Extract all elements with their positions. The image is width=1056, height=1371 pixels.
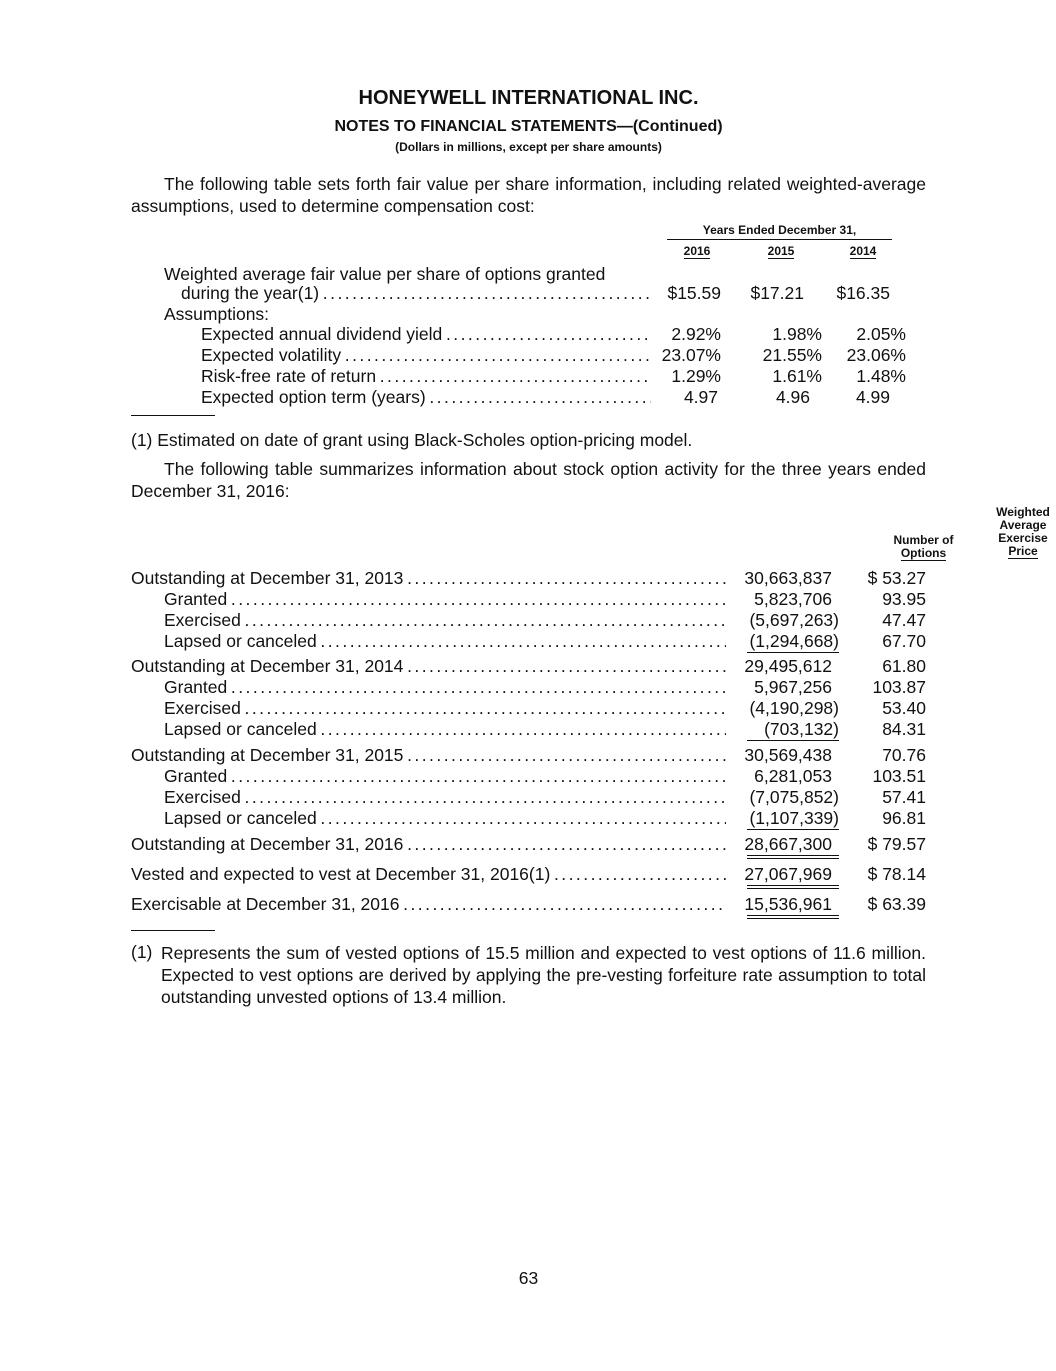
activity-row-label: Lapsed or canceled . . . xyxy=(164,719,726,740)
page-number: 63 xyxy=(518,1268,539,1288)
activity-row xyxy=(131,610,926,631)
activity-row xyxy=(131,766,926,787)
activity-row xyxy=(131,631,926,652)
activity-row-label: Granted . . . xyxy=(164,766,726,787)
total-underline xyxy=(747,740,839,741)
total-underline xyxy=(747,888,839,889)
activity-row-price: 103.51 xyxy=(872,766,926,786)
activity-row-label: Outstanding at December 31, 2015 . . . xyxy=(131,745,726,766)
total-underline xyxy=(747,915,839,916)
activity-row-label: Lapsed or canceled . . . xyxy=(164,808,726,829)
activity-row xyxy=(131,677,926,698)
activity-row-options: 28,667,300 xyxy=(744,834,832,854)
activity-row xyxy=(131,656,926,677)
activity-row xyxy=(131,864,926,885)
activity-row xyxy=(131,698,926,719)
activity-row-options: 30,663,837 xyxy=(744,568,832,588)
activity-row-options: (1,107,339) xyxy=(749,808,839,828)
activity-row-options: (5,697,263) xyxy=(749,610,839,630)
assumptions-label: Assumptions: xyxy=(164,304,270,324)
total-underline xyxy=(747,918,839,919)
activity-row-options: 6,281,053 xyxy=(754,766,832,786)
fair-value-2015: $17.21 xyxy=(750,283,804,303)
assumption-row: Expected volatility . . . 23.07% 21.55% 23.06% xyxy=(131,345,926,366)
activity-row xyxy=(131,894,926,915)
activity-row-price: 47.47 xyxy=(882,610,926,630)
activity-row xyxy=(131,568,926,589)
activity-row xyxy=(131,589,926,610)
activity-row-label: Outstanding at December 31, 2016 . . . xyxy=(131,834,726,855)
activity-row-price: 70.76 xyxy=(882,745,926,765)
activity-row-price: 103.87 xyxy=(872,677,926,697)
activity-row-price: 93.95 xyxy=(882,589,926,609)
year-header-2016: 2016 xyxy=(683,244,711,258)
fair-value-row-label: Weighted average fair value per share of options granted xyxy=(164,264,606,284)
activity-row xyxy=(131,808,926,829)
assumption-row: Risk-free rate of return . . . 1.29% 1.61% 1.48% xyxy=(131,366,926,387)
activity-row-price: $ 79.57 xyxy=(867,834,926,854)
activity-row-options: 30,569,438 xyxy=(744,745,832,765)
activity-row-price: $ 78.14 xyxy=(867,864,926,884)
activity-row-options: 5,967,256 xyxy=(754,677,832,697)
intro-paragraph-2: The following table summarizes information about stock option activity for the three years ended December 31, 2016: xyxy=(131,459,926,501)
activity-row-price: 61.80 xyxy=(882,656,926,676)
years-group-header: Years Ended December 31, xyxy=(702,223,857,237)
price-column-header: Weighted Average Exercise Price xyxy=(996,505,1050,558)
total-underline xyxy=(747,855,839,856)
options-column-header: Number of Options xyxy=(893,533,954,560)
activity-row-options: (1,294,668) xyxy=(749,631,839,651)
year-header-2014: 2014 xyxy=(849,244,877,258)
activity-row-label: Outstanding at December 31, 2013 . . . xyxy=(131,568,726,589)
intro-paragraph-1: The following table sets forth fair value per share information, including related weighted-average assumptions, used to determine compensation cost: xyxy=(131,174,926,216)
footnote-2-marker: (1) xyxy=(131,942,153,962)
footnote-rule xyxy=(131,415,215,416)
units-subtitle: (Dollars in millions, except per share amounts) xyxy=(395,140,662,154)
fair-value-2016: $15.59 xyxy=(667,283,721,303)
activity-row-options: 15,536,961 xyxy=(744,894,832,914)
activity-row-label: Vested and expected to vest at December 31, 2016(1) . . . xyxy=(131,864,726,885)
footnote-rule-2 xyxy=(131,930,215,931)
year-header-2015: 2015 xyxy=(767,244,795,258)
activity-row-label: Granted . . . xyxy=(164,677,726,698)
assumption-row: Expected annual dividend yield . . . 2.92% 1.98% 2.05% xyxy=(131,324,926,345)
activity-row-label: Exercisable at December 31, 2016 . . . xyxy=(131,894,726,915)
fair-value-row-label-cont: during the year(1) . . . xyxy=(181,283,651,304)
section-title: NOTES TO FINANCIAL STATEMENTS—(Continued) xyxy=(334,118,723,135)
activity-row-price: $ 53.27 xyxy=(867,568,926,588)
activity-row xyxy=(131,719,926,740)
fair-value-2014: $16.35 xyxy=(836,283,890,303)
activity-row-price: 53.40 xyxy=(882,698,926,718)
group-header-rule xyxy=(667,239,892,240)
fair-value-row xyxy=(131,283,926,304)
activity-row-options: 29,495,612 xyxy=(744,656,832,676)
activity-row-options: (4,190,298) xyxy=(749,698,839,718)
activity-row-label: Lapsed or canceled . . . xyxy=(164,631,726,652)
total-underline xyxy=(747,858,839,859)
activity-row-options: (7,075,852) xyxy=(749,787,839,807)
activity-row-label: Exercised . . . xyxy=(164,698,726,719)
activity-row-price: 84.31 xyxy=(882,719,926,739)
activity-row-price: 57.41 xyxy=(882,787,926,807)
footnote-1: (1) Estimated on date of grant using Black-Scholes option-pricing model. xyxy=(131,430,693,450)
activity-row-price: 67.70 xyxy=(882,631,926,651)
activity-row-options: 5,823,706 xyxy=(754,589,832,609)
assumption-row: Expected option term (years) . . . 4.97 4.96 4.99 xyxy=(131,387,926,408)
activity-row-price: $ 63.39 xyxy=(867,894,926,914)
activity-row xyxy=(131,745,926,766)
total-underline xyxy=(747,652,839,653)
total-underline xyxy=(747,829,839,830)
activity-row-price: 96.81 xyxy=(882,808,926,828)
total-underline xyxy=(747,885,839,886)
activity-row xyxy=(131,787,926,808)
activity-row-options: 27,067,969 xyxy=(744,864,832,884)
activity-row-label: Outstanding at December 31, 2014 . . . xyxy=(131,656,726,677)
activity-row-label: Granted . . . xyxy=(164,589,726,610)
footnote-2-text: Represents the sum of vested options of 15.5 million and expected to vest options of 11.6 million. Expected to vest options are derived by applying the pre-vesting forfeiture rate assumption to total outstanding unvested options of 13.4 million. xyxy=(161,943,926,1007)
activity-row-label: Exercised . . . xyxy=(164,787,726,808)
activity-row-label: Exercised . . . xyxy=(164,610,726,631)
activity-row xyxy=(131,834,926,855)
activity-row-options: (703,132) xyxy=(764,719,839,739)
company-title: HONEYWELL INTERNATIONAL INC. xyxy=(358,87,699,109)
